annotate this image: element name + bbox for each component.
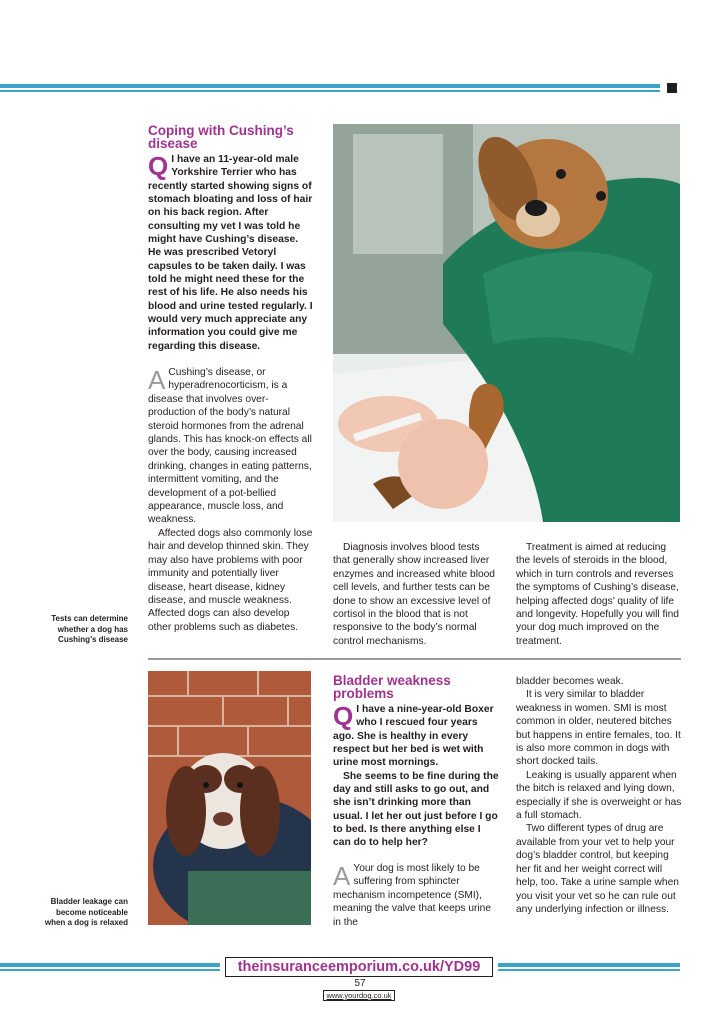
article1-question-block <box>148 124 314 353</box>
a-dropcap: A <box>333 861 351 891</box>
article2-answer-p4: Two different types of drug are available from your vet to help your dog’s bladder control, but keeping her fit and her weight correct will help, too. Take a urine sample when you visit your vet so he can rule out any underlying infection or illness. <box>516 823 679 915</box>
q-dropcap: Q <box>148 151 169 181</box>
article1-question: I have an 11-year-old male Yorkshire Terrier who has recently started showing signs of stomach bloating and loss of hair on his back region. After consulting my vet I was told he might have Cushing’s disease. He was prescribed Vetoryl capsules to be taken daily. I was told he might need these for the rest of his life. He also needs his blood and urine tested regularly. I would very much appreciate any information you could give me regarding this disease. <box>148 154 313 352</box>
article1-caption: Tests can determine whether a dog has Cushing’s disease <box>51 614 128 644</box>
site-url-link[interactable]: www.yourdog.co.uk <box>323 990 395 1001</box>
article1-answer-col3: Treatment is aimed at reducing the levels of steroids in the blood, which in turn controls and reverses the symptoms of Cushing’s disease, helping affected dogs’ quality of life and longevity. Hopefully you will find your dog much improved on the treatment. <box>516 542 679 647</box>
footer-rule-right-thin <box>498 969 680 971</box>
article2-answer-p2: It is very similar to bladder weakness in women. SMI is most common in older, neutered bitches but happens in entire females, too. It is also more common in dogs with short docked tails. <box>516 689 681 768</box>
article1-answer-col1 <box>148 366 314 634</box>
article2-question-block <box>333 674 499 850</box>
vet-photo-illustration <box>333 124 680 522</box>
article1-headline: Coping with Cushing’s disease <box>148 123 294 151</box>
article2-answer-p3: Leaking is usually apparent when the bitch is relaxed and lying down, especially if she is overweight or has a full stomach. <box>516 769 682 822</box>
spaniel-photo <box>148 671 311 925</box>
article2-question-p1: I have a nine-year-old Boxer who I rescued four years ago. She is healthy in every respect but her bed is wet with urine most mornings. <box>333 704 494 769</box>
footer-rule-left <box>0 963 220 967</box>
article2-headline: Bladder weakness problems <box>333 673 451 701</box>
article2-answer-col3 <box>516 675 682 916</box>
a-dropcap: A <box>148 365 166 395</box>
article2-answer-col2: A Your dog is most likely to be suffering from sphincter mechanism incompetence (SMI), meaning the valve that keeps urine in the <box>333 861 492 928</box>
section-divider <box>148 658 681 660</box>
page-number: 57 <box>354 978 366 989</box>
vet-blood-test-photo <box>333 124 680 522</box>
q-dropcap: Q <box>333 701 354 731</box>
article2-answer-p1: bladder becomes weak. <box>516 676 624 687</box>
article1-answer-p2: Affected dogs also commonly lose hair and develop thinned skin. They may also have problems with poor immunity and potentially liver disease, heart disease, kidney disease, and muscle weakness. Affected dogs can also develop other problems such as diabetes. <box>148 527 313 633</box>
footer-rule-right <box>498 963 680 967</box>
footer-rule-left-thin <box>0 969 220 971</box>
section-marker <box>667 83 677 93</box>
article2-caption: Bladder leakage can become noticeable when a dog is relaxed <box>44 897 128 927</box>
article1-answer-col2: Diagnosis involves blood tests that generally show increased liver enzymes and increased white blood cell levels, and further tests can be done to show an excessive level of cortisol in the blood that is not responsive to the body’s normal control mechanisms. <box>333 542 495 647</box>
top-rule <box>0 84 660 88</box>
article1-answer-p1: Cushing’s disease, or hyperadrenocorticism, is a disease that involves over-production of the body’s natural steroid hormones from the adrenal glands. This has knock-on effects all over the body, causing increased drinking, changes in eating patterns, intermittent vomiting, and the development of a pot-bellied appearance, muscle loss, and weakness. <box>148 367 312 526</box>
spaniel-illustration <box>148 671 311 925</box>
sponsor-url-link[interactable]: theinsuranceemporium.co.uk/YD99 <box>225 957 493 977</box>
article2-question-p2: She seems to be fine during the day and still asks to go out, and she isn’t drinking more than usual. I let her out just before I go to bed. Is there anything else I can do to help her? <box>333 770 499 849</box>
top-rule-thin <box>0 90 660 92</box>
